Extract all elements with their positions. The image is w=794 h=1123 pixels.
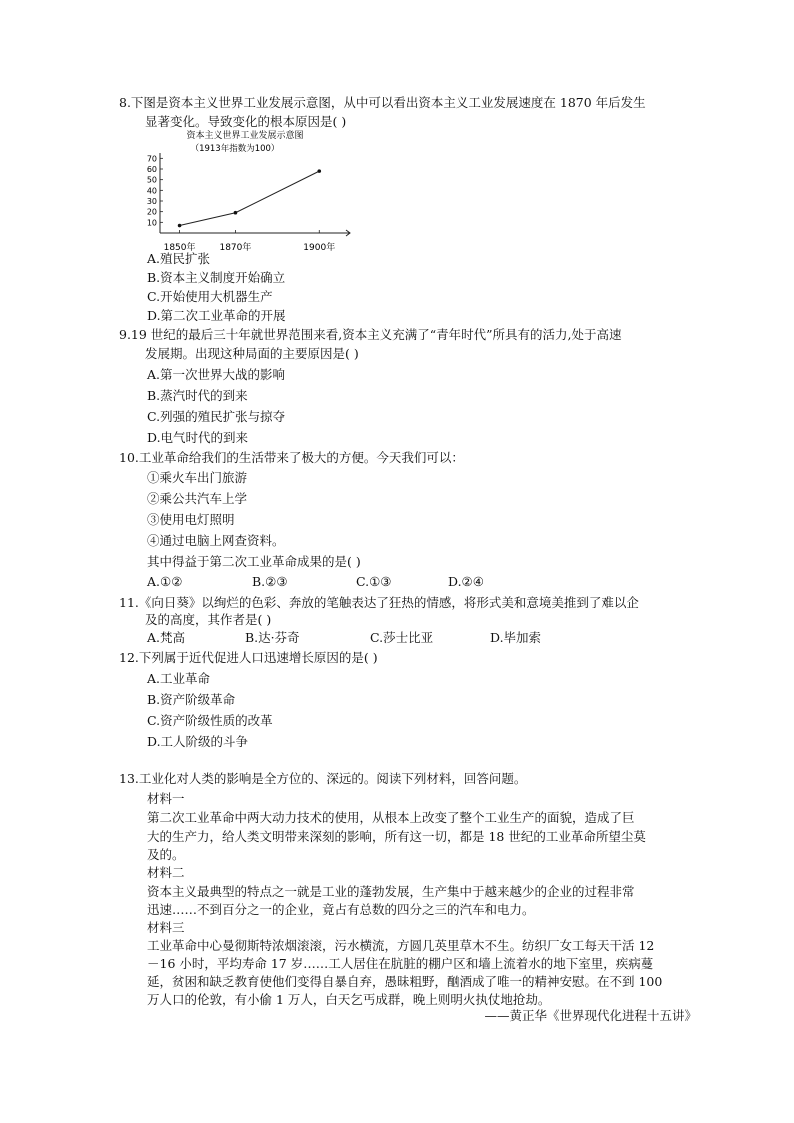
q10-item-4: ④通过电脑上网查资料。 xyxy=(147,533,285,548)
q10-option-c: C.①③ xyxy=(356,574,392,589)
y-tick-label: 10 xyxy=(146,218,157,228)
y-tick-label: 30 xyxy=(146,197,157,206)
q9-option-b: B.蒸汽时代的到来 xyxy=(147,388,248,403)
q8-line1: 8.下图是资本主义世界工业发展示意图，从中可以看出资本主义工业发展速度在 1870 年后发生 xyxy=(119,95,646,110)
series-line xyxy=(180,171,320,225)
q10-option-a: A.①② xyxy=(147,574,183,589)
q9-option-c: C.列强的殖民扩张与掠夺 xyxy=(147,409,286,424)
q8-option-a: A.殖民扩张 xyxy=(147,251,211,266)
q8-option-c: C.开始使用大机器生产 xyxy=(147,289,273,304)
q13-material1-title: 材料一 xyxy=(147,791,185,806)
q9-option-a: A.第一次世界大战的影响 xyxy=(147,367,286,382)
y-tick-label: 20 xyxy=(146,207,157,217)
chart-y-ticks xyxy=(147,154,163,227)
q10-option-b: B.②③ xyxy=(252,574,288,589)
q12-option-a: A.工业革命 xyxy=(147,671,211,686)
q13-line1: 13.工业化对人类的影响是全方位的、深远的。阅读下列材料，回答问题。 xyxy=(119,771,527,786)
q10-question: 其中得益于第二次工业革命成果的是( ) xyxy=(147,554,361,569)
data-point xyxy=(234,211,238,215)
q8-option-b: B.资本主义制度开始确立 xyxy=(147,270,286,285)
data-point xyxy=(317,169,321,173)
y-tick-label: 40 xyxy=(146,186,157,196)
chart-subtitle: （1913年指数为100） xyxy=(190,144,280,154)
q11-option-b: B.达·芬奇 xyxy=(245,630,300,645)
chart-title: 资本主义世界工业发展示意图 xyxy=(186,131,304,141)
q13-material1-line2: 大的生产力，给人类文明带来深刻的影响，所有这一切，都是 18 世纪的工业革命所望尘莫 xyxy=(147,829,646,844)
q11-option-c: C.莎士比亚 xyxy=(370,630,434,645)
q13-material3-line2: －16 小时，平均寿命 17 岁……工人居住在肮脏的棚户区和墙上流着水的地下室里，疾病蔓 xyxy=(147,956,654,971)
q10-item-3: ③使用电灯照明 xyxy=(147,512,235,527)
q8-line2: 显著变化。导致变化的根本原因是( ) xyxy=(145,114,347,129)
q13-material3-line4: 万人口的伦敦，有小偷 1 万人，白天乞丐成群，晚上则明火执仗地抢劫。 xyxy=(147,992,551,1007)
q13-material2-line1: 资本主义最典型的特点之一就是工业的蓬勃发展，生产集中于越来越少的企业的过程非常 xyxy=(147,884,635,899)
q12-line1: 12.下列属于近代促进人口迅速增长原因的是( ) xyxy=(119,650,378,665)
data-point xyxy=(178,224,182,228)
q13-material3-line3: 延，贫困和缺乏教育使他们变得自暴自弃，愚昧粗野，酗酒成了唯一的精神安慰。在不到 100 xyxy=(147,974,663,989)
x-tick-label: 1870年 xyxy=(219,243,252,253)
y-tick-label: 50 xyxy=(146,175,157,185)
q9-line1: 9.19 世纪的最后三十年就世界范围来看,资本主义充满了“青年时代”所具有的活力,处于高速 xyxy=(119,327,622,342)
y-tick-label: 70 xyxy=(146,154,157,164)
q11-line2: 及的高度，其作者是( ) xyxy=(145,612,272,627)
q10-option-d: D.②④ xyxy=(448,574,484,589)
q13-source: ——黄正华《世界现代化进程十五讲》 xyxy=(484,1008,697,1023)
chart-series xyxy=(178,169,321,227)
q9-option-d: D.电气时代的到来 xyxy=(147,430,249,445)
q10-item-1: ①乘火车出门旅游 xyxy=(147,470,248,485)
q13-material1-line1: 第二次工业革命中两大动力技术的使用，从根本上改变了整个工业生产的面貌，造成了巨 xyxy=(147,810,635,825)
q13-material1-line3: 及的。 xyxy=(147,847,185,862)
q10-item-2: ②乘公共汽车上学 xyxy=(147,491,248,506)
q10-line1: 10.工业革命给我们的生活带来了极大的方便。今天我们可以： xyxy=(119,450,464,465)
q13-material2-title: 材料二 xyxy=(147,865,185,880)
q12-option-d: D.工人阶级的斗争 xyxy=(147,734,249,749)
q13-material3-line1: 工业革命中心曼彻斯特浓烟滚滚，污水横流，方圆几英里草木不生。纺织厂女工每天干活 12 xyxy=(147,938,655,953)
q11-option-a: A.梵高 xyxy=(147,630,186,645)
q8-option-d: D.第二次工业革命的开展 xyxy=(147,308,286,323)
q12-option-c: C.资产阶级性质的改革 xyxy=(147,713,273,728)
q12-option-b: B.资产阶级革命 xyxy=(147,692,236,707)
q13-material3-title: 材料三 xyxy=(147,920,185,935)
industry-chart xyxy=(140,128,360,258)
q11-option-d: D.毕加索 xyxy=(490,630,542,645)
q11-line1: 11.《向日葵》以绚烂的色彩、奔放的笔触表达了狂热的情感，将形式美和意境美推到了难以企 xyxy=(119,595,639,610)
x-tick-label: 1850年 xyxy=(163,243,196,253)
y-tick-label: 60 xyxy=(146,165,157,174)
q9-line2: 发展期。出现这种局面的主要原因是( ) xyxy=(145,346,359,361)
x-tick-label: 1900年 xyxy=(303,243,336,253)
q13-material2-line2: 迅速……不到百分之一的企业，竟占有总数的四分之三的汽车和电力。 xyxy=(147,902,535,917)
